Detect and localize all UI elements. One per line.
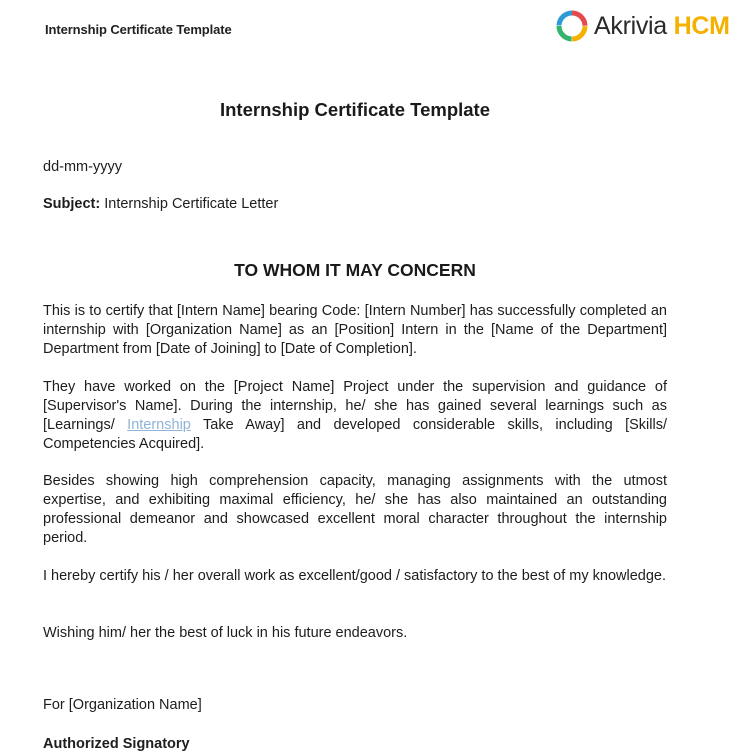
for-organization: For [Organization Name]	[43, 697, 202, 713]
paragraph-certification: This is to certify that [Intern Name] bearing Code: [Intern Number] has successfully completed an internship with [Organization Name] as an [Position] Intern in the [Name of the Department] Department from [Date of Joining] to [Date of Completion].	[43, 303, 667, 357]
paragraph-rating: I hereby certify his / her overall work as excellent/good / satisfactory to the best of my knowledge.	[43, 568, 666, 584]
brand-name-accent: HCM	[673, 12, 730, 40]
date-line: dd-mm-yyyy	[43, 159, 122, 175]
paragraph-project-text-after: Take Away] and developed considerable skills, including [Skills/ Competencies Acquired].	[43, 417, 667, 452]
salutation-heading: TO WHOM IT MAY CONCERN	[234, 260, 476, 280]
paragraph-conduct: Besides showing high comprehension capacity, managing assignments with the utmost expertise, and exhibiting maximal efficiency, he/ she has also maintained an outstanding professional demeanor and showcased excellent moral character throughout the internship period.	[43, 473, 667, 546]
subject-line	[43, 196, 278, 212]
paragraph-wishes: Wishing him/ her the best of luck in his future endeavors.	[43, 625, 408, 641]
authorized-signatory: Authorized Signatory	[43, 736, 190, 752]
document-title: Internship Certificate Template	[219, 99, 491, 120]
paragraph-project	[43, 378, 667, 454]
subject-value: Internship Certificate Letter	[100, 196, 279, 212]
paragraph-project-text-before: They have worked on the [Project Name] Project under the supervision and guidance of [Supervisor's Name]. During the internship, he/ she has gained several learnings such as [Learnings/	[43, 379, 667, 433]
header-title: Internship Certificate Template	[45, 22, 232, 37]
brand-logo[interactable]	[556, 10, 730, 42]
brand-name	[594, 10, 730, 42]
internship-link[interactable]: Internship	[127, 417, 191, 433]
subject-label: Subject:	[43, 196, 101, 212]
akrivia-logo-icon	[556, 10, 588, 42]
brand-name-main: Akrivia	[594, 12, 674, 40]
